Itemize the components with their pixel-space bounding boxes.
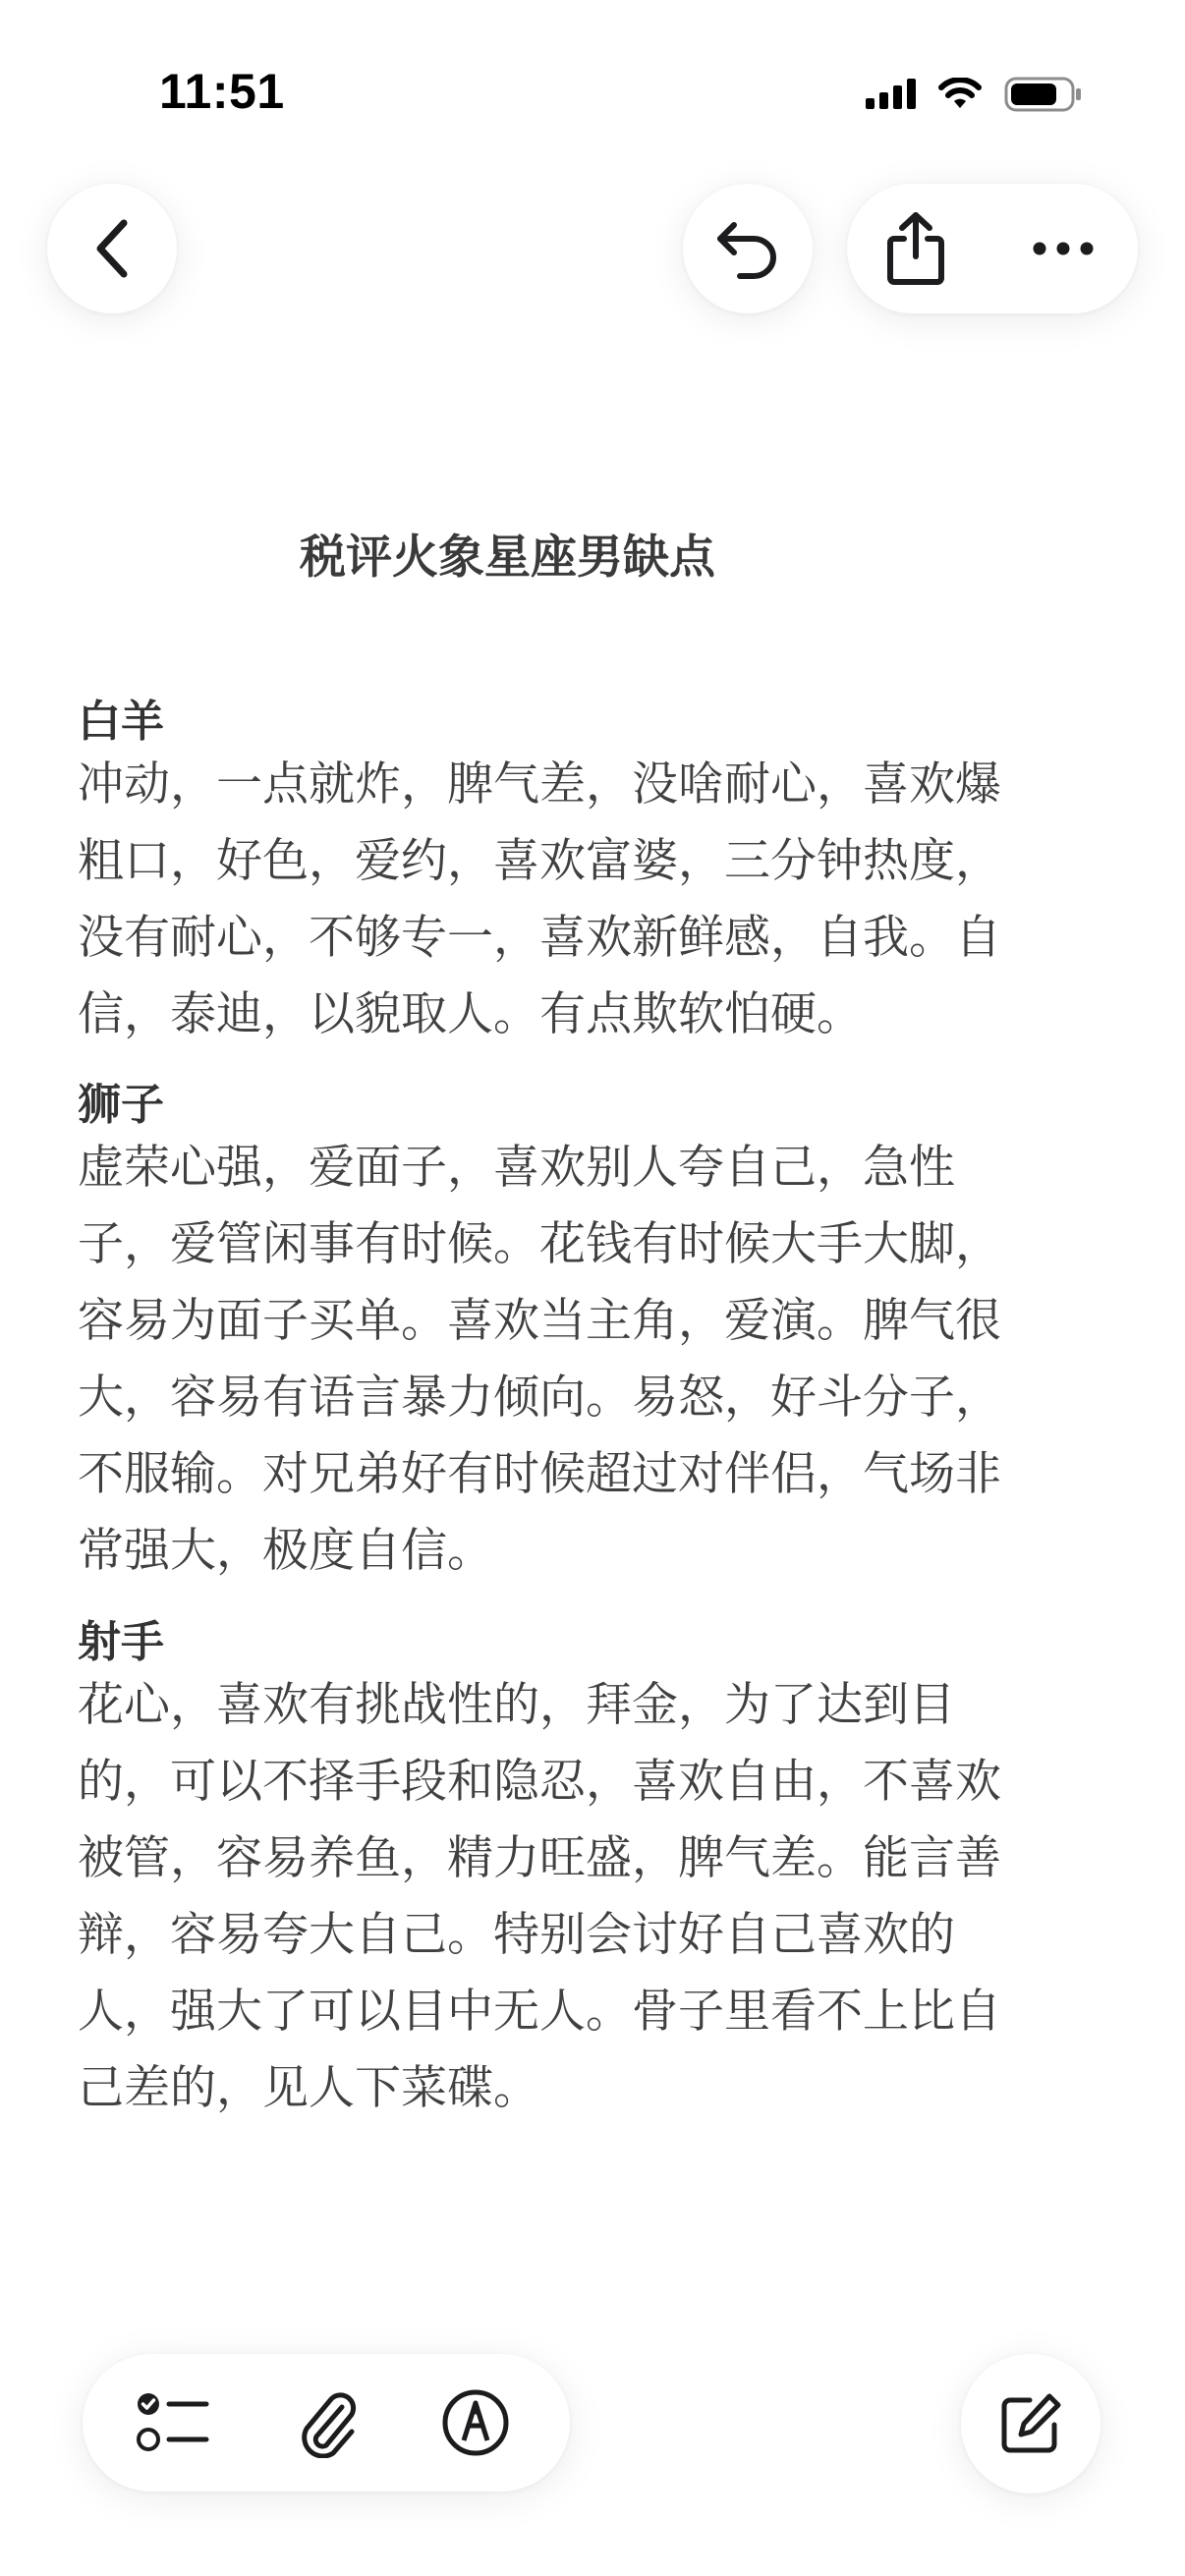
text-line: 子，爱管闲事有时候。花钱有时候大手大脚，	[78, 1217, 1001, 1271]
status-icons	[866, 75, 1083, 114]
share-button[interactable]	[847, 184, 985, 313]
text-line: 被管，容易养鱼，精力旺盛，脾气差。能言善	[78, 1831, 1001, 1885]
undo-icon	[714, 217, 781, 280]
section-body-leo	[78, 1130, 1080, 1590]
status-time: 11:51	[159, 64, 285, 119]
compose-button[interactable]	[961, 2354, 1100, 2493]
paperclip-icon	[299, 2387, 358, 2458]
text-line: 粗口，好色，爱约，喜欢富婆，三分钟热度，	[78, 834, 1001, 888]
text-line: 花心，喜欢有挑战性的，拜金，为了达到目	[78, 1678, 955, 1732]
more-button[interactable]	[994, 184, 1132, 313]
text-line: 没有耐心，不够专一，喜欢新鲜感，自我。自	[78, 911, 1001, 965]
section-body-sagittarius	[78, 1667, 1080, 2127]
checklist-icon	[136, 2390, 210, 2455]
text-line: 人，强大了可以目中无人。骨子里看不上比自	[78, 1985, 1001, 2039]
undo-button[interactable]	[683, 184, 813, 313]
bottom-toolbar	[83, 2354, 570, 2492]
text-line: 冲动，一点就炸，脾气差，没啥耐心，喜欢爆	[78, 757, 1001, 812]
text-line: 己差的，见人下菜碟。	[78, 2061, 539, 2115]
markup-button[interactable]	[407, 2354, 544, 2492]
text-line: 常强大，极度自信。	[78, 1524, 493, 1578]
text-line: 信，泰迪，以貌取人。有点欺软怕硬。	[78, 987, 863, 1041]
text-line: 大，容易有语言暴力倾向。易怒，好斗分子，	[78, 1371, 1001, 1425]
attachment-button[interactable]	[259, 2354, 397, 2492]
section-heading-leo: 狮子	[78, 1080, 164, 1130]
text-line: 的，可以不择手段和隐忍，喜欢自由，不喜欢	[78, 1755, 1001, 1809]
section-heading-aries: 白羊	[78, 697, 164, 747]
text-line: 辩，容易夸大自己。特别会讨好自己喜欢的	[78, 1908, 955, 1962]
markup-pen-icon	[441, 2388, 510, 2457]
battery-icon	[1004, 76, 1083, 113]
share-icon	[884, 211, 947, 286]
section-body-aries	[78, 747, 1080, 1053]
back-button[interactable]	[47, 184, 177, 313]
wifi-icon	[937, 78, 983, 111]
share-more-group	[847, 184, 1138, 313]
cellular-signal-icon	[866, 80, 916, 109]
status-bar	[0, 0, 1185, 147]
section-heading-sagittarius: 射手	[78, 1617, 164, 1667]
note-title: 税评火象星座男缺点	[300, 531, 715, 585]
text-line: 虚荣心强，爱面子，喜欢别人夸自己，急性	[78, 1141, 955, 1195]
compose-icon	[998, 2391, 1063, 2456]
text-line: 容易为面子买单。喜欢当主角，爱演。脾气很	[78, 1294, 1001, 1348]
text-line: 不服输。对兄弟好有时候超过对伴侣，气场非	[78, 1447, 1001, 1501]
ellipsis-icon	[1032, 241, 1095, 256]
checklist-button[interactable]	[104, 2354, 242, 2492]
chevron-left-icon	[90, 217, 134, 280]
